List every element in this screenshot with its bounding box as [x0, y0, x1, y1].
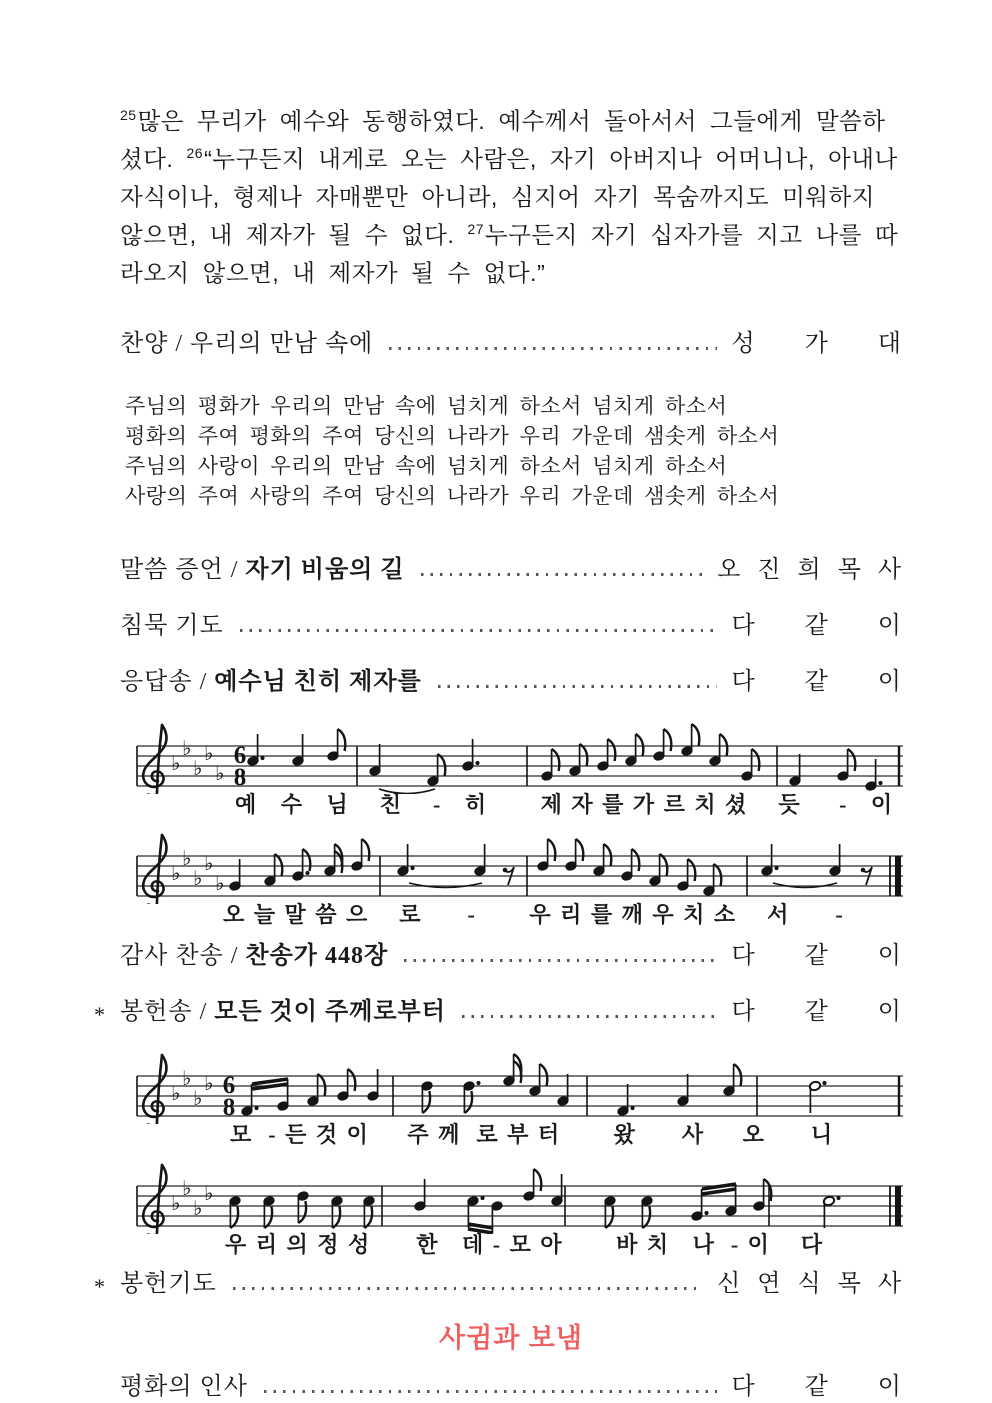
flat-sign: ♭ — [182, 845, 192, 870]
leader-dots — [438, 685, 718, 688]
response-song-score — [135, 718, 907, 928]
order-item-peace-greeting — [120, 1371, 902, 1403]
item-label: 말씀 증언 — [120, 556, 224, 583]
scripture-passage — [120, 102, 902, 292]
order-item-praise — [120, 328, 902, 360]
leader-dots — [264, 1390, 718, 1393]
item-separator: / — [223, 942, 246, 969]
order-item — [94, 996, 902, 1028]
item-separator: / — [192, 998, 215, 1025]
leader-dots — [389, 347, 717, 350]
treble-clef-icon — [143, 835, 166, 904]
flat-sign: ♭ — [171, 1190, 181, 1215]
performer: 오 진 희 목 사 — [717, 556, 902, 583]
stave-lyrics: 우 리 의 정 성 한 데 - 모 아 바 치 나 - 이 다 — [225, 1231, 825, 1257]
time-signature-numerator: 6 — [233, 741, 247, 769]
performer: 신 연 식 목 사 — [717, 1270, 902, 1297]
time-signature-denominator: 8 — [222, 1093, 236, 1121]
leader-dots — [404, 959, 717, 962]
flat-sign: ♭ — [215, 760, 225, 785]
item-separator: / — [192, 668, 215, 695]
flat-sign: ♭ — [204, 1180, 214, 1205]
choir-lyrics-line: 주님의 평화가 우리의 만남 속에 넘치게 하소서 넘치게 하소서 — [125, 394, 728, 418]
verse-number: 27 — [467, 220, 485, 237]
flat-sign: ♭ — [204, 850, 214, 875]
music-stave — [135, 828, 907, 928]
item-label: 감사 찬송 — [120, 942, 224, 969]
flat-sign: ♭ — [204, 1070, 214, 1095]
performer: 다 같 이 — [731, 942, 902, 969]
treble-clef-icon — [143, 1055, 166, 1124]
order-item — [120, 1371, 902, 1403]
item-title: 자기 비움의 길 — [245, 556, 405, 583]
order-item — [120, 666, 902, 698]
treble-clef-icon — [143, 1165, 166, 1234]
verse-text: 누구든지 자기 십자가를 지고 나를 따라오지 않으면, 내 제자가 될 수 없다.” — [120, 221, 899, 286]
time-signature-numerator: 6 — [222, 1071, 236, 1099]
performer: 성 가 대 — [731, 330, 902, 357]
item-label: 응답송 — [120, 668, 193, 695]
music-stave-svg — [135, 718, 907, 794]
flat-sign: ♭ — [193, 1085, 203, 1110]
choir-lyrics-line: 평화의 주여 평화의 주여 당신의 나라가 우리 가운데 샘솟게 하소서 — [125, 424, 780, 448]
performer: 다 같 이 — [731, 1373, 902, 1400]
stave-lyrics: 예 수 님 친 - 히 제 자 를 가 르 치 셨 듯 - 이 — [235, 791, 895, 817]
music-stave — [135, 1048, 907, 1148]
leader-dots — [240, 629, 718, 632]
item-title: 모든 것이 주께로부터 — [214, 998, 446, 1025]
flat-sign: ♭ — [182, 1065, 192, 1090]
flat-sign: ♭ — [171, 750, 181, 775]
performer: 다 같 이 — [731, 612, 902, 639]
item-text — [120, 940, 388, 972]
flat-sign: ♭ — [182, 735, 192, 760]
verse-text: 많은 무리가 예수와 동행하였다. 예수께서 돌아서서 그들에게 말씀하셨다. — [120, 107, 886, 172]
fellowship-section-heading: 사귐과 보냄 — [439, 1322, 583, 1353]
item-label: 침묵 기도 — [120, 612, 224, 639]
order-item — [120, 328, 902, 360]
stave-lyrics: 오 늘 말 씀 으 로 - 우 리 를 깨 우 치 소 서 - — [223, 901, 845, 927]
treble-clef-icon — [143, 725, 166, 794]
order-item-offertory-song — [94, 996, 902, 1028]
item-text — [120, 996, 446, 1028]
verse-number: 26 — [186, 144, 204, 161]
item-separator: / — [223, 556, 246, 583]
choir-lyrics-line: 사랑의 주여 사랑의 주여 당신의 나라가 우리 가운데 샘솟게 하소서 — [125, 484, 780, 508]
order-item-silent-prayer — [120, 610, 902, 642]
music-stave — [135, 1158, 907, 1258]
music-stave-svg — [135, 1048, 907, 1124]
item-label: 봉헌기도 — [120, 1270, 217, 1297]
order-item — [120, 610, 902, 642]
item-text — [120, 1268, 217, 1300]
flat-sign: ♭ — [193, 755, 203, 780]
item-label: 평화의 인사 — [120, 1373, 248, 1400]
order-item-thanks-hymn — [120, 940, 902, 972]
flat-sign: ♭ — [215, 870, 225, 895]
item-title: 찬송가 448장 — [245, 942, 389, 969]
star-mark: * — [94, 1273, 105, 1299]
item-text — [120, 610, 224, 642]
choir-lyrics — [125, 392, 902, 512]
performer: 다 같 이 — [731, 668, 902, 695]
music-stave-svg — [135, 828, 907, 904]
item-title: 예수님 친히 제자를 — [214, 668, 422, 695]
order-item — [120, 554, 902, 586]
flat-sign: ♭ — [193, 1195, 203, 1220]
item-title: 우리의 만남 속에 — [190, 330, 374, 357]
choir-lyrics-line: 주님의 사랑이 우리의 만남 속에 넘치게 하소서 넘치게 하소서 — [125, 454, 728, 478]
flat-sign: ♭ — [171, 1080, 181, 1105]
flat-sign: ♭ — [182, 1175, 192, 1200]
music-stave-svg — [135, 1158, 907, 1234]
order-item-offertory-prayer — [94, 1268, 902, 1300]
performer: 다 같 이 — [731, 998, 902, 1025]
music-stave — [135, 718, 907, 818]
leader-dots — [421, 573, 704, 576]
verse-text: “누구든지 내게로 오는 사람은, 자기 아버지나 어머니나, 아내나 자식이나, 형제나 자매뿐만 아니라, 심지어 자기 목숨까지도 미워하지 않으면, 내 제자가 될 수 없다. — [120, 145, 898, 248]
flat-sign: ♭ — [204, 740, 214, 765]
star-mark: * — [94, 1001, 105, 1027]
stave-lyrics: 모 - 든 것 이 주 께 로 부 터 왔 사 오 니 — [230, 1121, 835, 1147]
offertory-song-score — [135, 1048, 907, 1258]
item-label: 봉헌송 — [120, 998, 193, 1025]
item-label: 찬양 — [120, 330, 169, 357]
order-item — [120, 940, 902, 972]
item-text — [120, 554, 405, 586]
item-text — [120, 666, 422, 698]
leader-dots — [233, 1287, 703, 1290]
leader-dots — [462, 1015, 718, 1018]
order-item-response-song — [120, 666, 902, 698]
flat-sign: ♭ — [193, 865, 203, 890]
time-signature-denominator: 8 — [233, 763, 247, 791]
item-text — [120, 1371, 248, 1403]
verse-number: 25 — [120, 106, 137, 123]
order-item-sermon — [120, 554, 902, 586]
item-separator: / — [168, 330, 191, 357]
order-item — [94, 1268, 902, 1300]
flat-sign: ♭ — [171, 860, 181, 885]
item-text — [120, 328, 373, 360]
